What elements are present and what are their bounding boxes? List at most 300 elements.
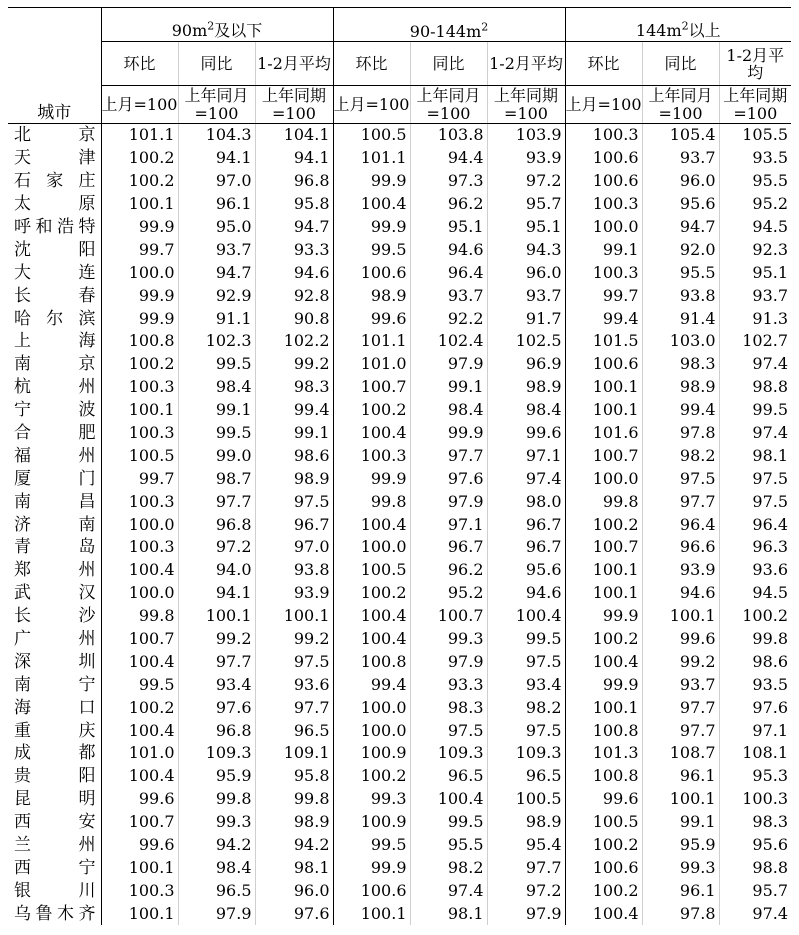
value-cell: 93.9 (487, 147, 565, 170)
city-cell: 厦门 (14, 468, 96, 489)
value-cell: 100.0 (333, 719, 410, 742)
city-cell: 合肥 (14, 423, 96, 444)
value-cell: 90.8 (255, 307, 333, 330)
value-cell: 103.8 (410, 124, 487, 147)
value-cell: 99.9 (101, 216, 178, 239)
table-row (8, 353, 791, 376)
value-cell: 100.5 (101, 444, 178, 467)
value-cell: 100.2 (101, 147, 178, 170)
value-cell: 93.7 (642, 147, 719, 170)
value-cell: 102.5 (487, 330, 565, 353)
table-body (8, 124, 791, 926)
value-cell: 100.3 (719, 788, 791, 811)
value-cell: 96.8 (178, 513, 255, 536)
value-cell: 97.7 (255, 696, 333, 719)
value-cell: 97.9 (410, 490, 487, 513)
value-cell: 93.6 (255, 673, 333, 696)
value-cell: 98.9 (255, 467, 333, 490)
city-cell: 重庆 (14, 720, 96, 741)
value-cell: 96.4 (719, 513, 791, 536)
value-cell: 99.3 (642, 857, 719, 880)
value-cell: 96.0 (642, 170, 719, 193)
value-cell: 98.9 (487, 811, 565, 834)
table-header (8, 8, 791, 124)
value-cell: 99.2 (255, 353, 333, 376)
value-cell: 96.1 (642, 879, 719, 902)
value-cell: 100.2 (101, 170, 178, 193)
value-cell: 98.9 (487, 376, 565, 399)
value-cell: 98.2 (487, 696, 565, 719)
value-cell: 95.9 (178, 765, 255, 788)
value-cell: 99.4 (642, 399, 719, 422)
value-cell: 100.1 (565, 582, 642, 605)
city-cell: 深圳 (14, 651, 96, 672)
value-cell: 99.4 (333, 673, 410, 696)
value-cell: 100.4 (565, 650, 642, 673)
value-cell: 98.3 (719, 811, 791, 834)
value-cell: 100.7 (565, 536, 642, 559)
value-cell: 100.7 (101, 811, 178, 834)
value-cell: 93.9 (255, 582, 333, 605)
value-cell: 98.3 (255, 376, 333, 399)
value-cell: 95.6 (487, 559, 565, 582)
value-cell: 100.0 (565, 467, 642, 490)
value-cell: 97.6 (255, 902, 333, 925)
value-cell: 100.1 (178, 605, 255, 628)
value-cell: 93.7 (178, 238, 255, 261)
table-row (8, 284, 791, 307)
value-cell: 95.0 (178, 216, 255, 239)
value-cell: 97.1 (487, 444, 565, 467)
value-cell: 109.3 (178, 742, 255, 765)
value-cell: 93.7 (719, 284, 791, 307)
value-cell: 98.4 (410, 399, 487, 422)
table-row (8, 559, 791, 582)
value-cell: 95.5 (642, 261, 719, 284)
metric-header: 环比 (565, 42, 642, 86)
value-cell: 100.1 (101, 399, 178, 422)
city-cell: 西安 (14, 812, 96, 833)
value-cell: 99.9 (333, 170, 410, 193)
value-cell: 96.0 (487, 261, 565, 284)
value-cell: 98.8 (719, 857, 791, 880)
value-cell: 93.7 (487, 284, 565, 307)
value-cell: 101.1 (101, 124, 178, 147)
table-row (8, 536, 791, 559)
value-cell: 94.7 (642, 216, 719, 239)
value-cell: 100.1 (565, 376, 642, 399)
value-cell: 101.0 (101, 742, 178, 765)
value-cell: 95.1 (487, 216, 565, 239)
city-cell: 杭州 (14, 377, 96, 398)
value-cell: 99.6 (642, 628, 719, 651)
table-row (8, 376, 791, 399)
value-cell: 109.3 (487, 742, 565, 765)
value-cell: 99.1 (642, 811, 719, 834)
value-cell: 99.5 (719, 399, 791, 422)
value-cell: 100.7 (101, 628, 178, 651)
value-cell: 96.5 (410, 765, 487, 788)
value-cell: 94.6 (642, 582, 719, 605)
value-cell: 100.4 (333, 193, 410, 216)
city-cell: 大连 (14, 262, 96, 283)
value-cell: 99.5 (101, 673, 178, 696)
value-cell: 100.7 (333, 376, 410, 399)
value-cell: 100.9 (333, 811, 410, 834)
value-cell: 97.7 (642, 696, 719, 719)
group-label: 90m (171, 21, 208, 40)
table-row (8, 857, 791, 880)
value-cell: 95.7 (487, 193, 565, 216)
base-header: 上月=100 (101, 86, 178, 124)
city-cell: 哈尔滨 (14, 308, 96, 329)
city-cell: 青岛 (14, 537, 96, 558)
header-base-row (8, 86, 791, 124)
city-cell: 武汉 (14, 583, 96, 604)
value-cell: 96.4 (642, 513, 719, 536)
value-cell: 100.4 (487, 605, 565, 628)
value-cell: 100.4 (101, 559, 178, 582)
city-cell: 宁波 (14, 400, 96, 421)
value-cell: 100.2 (101, 696, 178, 719)
value-cell: 95.6 (642, 193, 719, 216)
metric-header: 1-2月平均 (487, 42, 565, 86)
value-cell: 100.8 (333, 650, 410, 673)
table-row (8, 582, 791, 605)
value-cell: 100.5 (333, 124, 410, 147)
value-cell: 98.6 (719, 650, 791, 673)
group-header-90-144 (333, 8, 565, 42)
value-cell: 99.7 (101, 467, 178, 490)
value-cell: 92.3 (719, 238, 791, 261)
value-cell: 97.8 (642, 422, 719, 445)
value-cell: 99.5 (178, 353, 255, 376)
table-row (8, 650, 791, 673)
value-cell: 105.4 (642, 124, 719, 147)
city-cell: 兰州 (14, 835, 96, 856)
table-row (8, 444, 791, 467)
value-cell: 100.6 (565, 353, 642, 376)
city-cell: 南昌 (14, 491, 96, 512)
city-cell: 南宁 (14, 674, 96, 695)
group-sup: 2 (481, 20, 489, 34)
value-cell: 99.1 (565, 238, 642, 261)
value-cell: 96.1 (178, 193, 255, 216)
value-cell: 93.7 (410, 284, 487, 307)
group-sup: 2 (207, 19, 215, 33)
value-cell: 101.6 (565, 422, 642, 445)
value-cell: 97.4 (487, 467, 565, 490)
value-cell: 100.4 (101, 765, 178, 788)
table-row (8, 422, 791, 445)
value-cell: 96.7 (487, 536, 565, 559)
value-cell: 104.1 (255, 124, 333, 147)
value-cell: 100.3 (565, 193, 642, 216)
value-cell: 99.4 (565, 307, 642, 330)
value-cell: 94.4 (410, 147, 487, 170)
base-header: 上年同期=100 (487, 86, 565, 124)
base-header: 上月=100 (333, 86, 410, 124)
value-cell: 99.5 (178, 422, 255, 445)
header-group-row (8, 8, 791, 42)
value-cell: 99.5 (410, 811, 487, 834)
value-cell: 99.3 (410, 628, 487, 651)
value-cell: 95.9 (642, 834, 719, 857)
value-cell: 102.3 (178, 330, 255, 353)
value-cell: 100.0 (565, 216, 642, 239)
value-cell: 97.0 (178, 170, 255, 193)
value-cell: 99.9 (101, 284, 178, 307)
value-cell: 96.5 (178, 879, 255, 902)
city-cell: 呼和浩特 (14, 217, 96, 237)
value-cell: 98.3 (410, 696, 487, 719)
value-cell: 99.2 (642, 650, 719, 673)
value-cell: 97.7 (178, 650, 255, 673)
value-cell: 97.5 (255, 490, 333, 513)
value-cell: 100.1 (642, 788, 719, 811)
city-cell: 济南 (14, 514, 96, 535)
value-cell: 94.5 (719, 216, 791, 239)
value-cell: 99.8 (719, 628, 791, 651)
value-cell: 98.0 (487, 490, 565, 513)
value-cell: 97.7 (178, 490, 255, 513)
value-cell: 99.9 (410, 422, 487, 445)
value-cell: 100.3 (333, 444, 410, 467)
value-cell: 109.1 (255, 742, 333, 765)
value-cell: 100.5 (487, 788, 565, 811)
value-cell: 91.7 (487, 307, 565, 330)
value-cell: 100.3 (565, 261, 642, 284)
value-cell: 95.3 (719, 765, 791, 788)
value-cell: 100.0 (101, 513, 178, 536)
value-cell: 97.4 (719, 422, 791, 445)
group-header-90-below (101, 8, 333, 42)
value-cell: 100.2 (565, 879, 642, 902)
value-cell: 109.3 (410, 742, 487, 765)
group-header-144-above (565, 8, 791, 42)
value-cell: 98.4 (178, 857, 255, 880)
value-cell: 99.7 (101, 238, 178, 261)
value-cell: 100.2 (565, 628, 642, 651)
table-row (8, 170, 791, 193)
value-cell: 96.6 (642, 536, 719, 559)
value-cell: 92.9 (178, 284, 255, 307)
value-cell: 99.3 (333, 788, 410, 811)
value-cell: 99.2 (178, 628, 255, 651)
value-cell: 99.7 (565, 284, 642, 307)
base-header: 上年同期=100 (719, 86, 791, 124)
base-header: 上月=100 (565, 86, 642, 124)
value-cell: 101.5 (565, 330, 642, 353)
city-cell: 成都 (14, 743, 96, 764)
value-cell: 96.2 (410, 559, 487, 582)
value-cell: 96.8 (178, 719, 255, 742)
table-row (8, 719, 791, 742)
value-cell: 94.3 (487, 238, 565, 261)
city-cell: 乌鲁木齐 (14, 903, 96, 924)
value-cell: 98.9 (333, 284, 410, 307)
value-cell: 100.1 (565, 696, 642, 719)
value-cell: 100.4 (565, 902, 642, 925)
value-cell: 97.7 (487, 857, 565, 880)
value-cell: 100.2 (333, 399, 410, 422)
value-cell: 95.8 (255, 193, 333, 216)
value-cell: 108.1 (719, 742, 791, 765)
value-cell: 99.9 (565, 673, 642, 696)
value-cell: 99.0 (178, 444, 255, 467)
city-cell: 上海 (14, 331, 96, 352)
base-header: 上年同月=100 (410, 86, 487, 124)
value-cell: 100.0 (101, 582, 178, 605)
value-cell: 99.6 (565, 788, 642, 811)
value-cell: 99.9 (333, 216, 410, 239)
table-row (8, 467, 791, 490)
value-cell: 100.3 (565, 124, 642, 147)
city-cell: 昆明 (14, 789, 96, 810)
value-cell: 100.7 (410, 605, 487, 628)
value-cell: 94.1 (178, 582, 255, 605)
value-cell: 97.5 (487, 719, 565, 742)
value-cell: 99.1 (255, 422, 333, 445)
value-cell: 96.7 (410, 536, 487, 559)
value-cell: 100.8 (565, 719, 642, 742)
value-cell: 99.9 (101, 307, 178, 330)
value-cell: 100.8 (565, 765, 642, 788)
value-cell: 91.1 (178, 307, 255, 330)
value-cell: 98.1 (410, 902, 487, 925)
value-cell: 96.7 (487, 513, 565, 536)
table-row (8, 605, 791, 628)
value-cell: 91.3 (719, 307, 791, 330)
value-cell: 93.4 (487, 673, 565, 696)
value-cell: 100.1 (101, 193, 178, 216)
table-row (8, 834, 791, 857)
value-cell: 95.7 (719, 879, 791, 902)
metric-header: 1-2月平均 (719, 42, 791, 86)
group-sup: 2 (681, 19, 689, 33)
table-row (8, 513, 791, 536)
value-cell: 98.1 (719, 444, 791, 467)
value-cell: 103.9 (487, 124, 565, 147)
value-cell: 100.1 (101, 902, 178, 925)
value-cell: 100.2 (333, 582, 410, 605)
city-cell: 银川 (14, 880, 96, 901)
value-cell: 100.6 (565, 147, 642, 170)
group-label-suffix: 以上 (688, 21, 721, 40)
value-cell: 94.7 (178, 261, 255, 284)
city-cell: 长沙 (14, 606, 96, 627)
value-cell: 97.1 (410, 513, 487, 536)
value-cell: 97.0 (255, 536, 333, 559)
table-row (8, 490, 791, 513)
value-cell: 98.7 (178, 467, 255, 490)
value-cell: 100.3 (101, 376, 178, 399)
value-cell: 99.1 (178, 399, 255, 422)
value-cell: 96.5 (487, 765, 565, 788)
value-cell: 99.1 (410, 376, 487, 399)
value-cell: 99.2 (255, 628, 333, 651)
value-cell: 108.7 (642, 742, 719, 765)
table-row (8, 696, 791, 719)
table-row (8, 124, 791, 147)
value-cell: 99.6 (101, 788, 178, 811)
value-cell: 97.7 (410, 444, 487, 467)
value-cell: 101.1 (333, 330, 410, 353)
value-cell: 99.9 (565, 605, 642, 628)
base-header: 上年同期=100 (255, 86, 333, 124)
value-cell: 96.4 (410, 261, 487, 284)
value-cell: 98.3 (642, 353, 719, 376)
value-cell: 100.5 (333, 559, 410, 582)
value-cell: 98.9 (642, 376, 719, 399)
value-cell: 97.2 (487, 170, 565, 193)
value-cell: 95.5 (719, 170, 791, 193)
city-cell: 石家庄 (14, 171, 96, 192)
value-cell: 95.1 (719, 261, 791, 284)
value-cell: 94.5 (719, 582, 791, 605)
value-cell: 100.3 (101, 422, 178, 445)
value-cell: 94.2 (178, 834, 255, 857)
city-cell: 北京 (14, 125, 96, 146)
value-cell: 96.5 (255, 719, 333, 742)
value-cell: 100.0 (101, 261, 178, 284)
value-cell: 91.4 (642, 307, 719, 330)
value-cell: 93.5 (719, 673, 791, 696)
value-cell: 93.9 (642, 559, 719, 582)
value-cell: 99.9 (333, 857, 410, 880)
value-cell: 97.4 (719, 902, 791, 925)
value-cell: 100.9 (333, 742, 410, 765)
value-cell: 94.1 (255, 147, 333, 170)
value-cell: 92.8 (255, 284, 333, 307)
value-cell: 105.5 (719, 124, 791, 147)
metric-header: 同比 (410, 42, 487, 86)
price-index-table (8, 7, 791, 925)
table-row (8, 902, 791, 925)
value-cell: 99.8 (101, 605, 178, 628)
value-cell: 100.4 (333, 513, 410, 536)
value-cell: 97.6 (178, 696, 255, 719)
value-cell: 100.6 (333, 261, 410, 284)
value-cell: 100.1 (101, 857, 178, 880)
value-cell: 95.1 (410, 216, 487, 239)
value-cell: 97.2 (487, 879, 565, 902)
metric-header: 1-2月平均 (255, 42, 333, 86)
value-cell: 97.9 (178, 902, 255, 925)
value-cell: 93.7 (642, 673, 719, 696)
value-cell: 102.4 (410, 330, 487, 353)
value-cell: 100.2 (565, 513, 642, 536)
value-cell: 99.8 (333, 490, 410, 513)
value-cell: 98.4 (487, 399, 565, 422)
value-cell: 95.4 (487, 834, 565, 857)
value-cell: 94.6 (410, 238, 487, 261)
value-cell: 103.0 (642, 330, 719, 353)
value-cell: 94.1 (178, 147, 255, 170)
value-cell: 92.2 (410, 307, 487, 330)
value-cell: 93.8 (642, 284, 719, 307)
value-cell: 99.6 (333, 307, 410, 330)
value-cell: 100.4 (333, 422, 410, 445)
value-cell: 97.4 (410, 879, 487, 902)
value-cell: 97.5 (719, 490, 791, 513)
table-row (8, 330, 791, 353)
value-cell: 97.6 (719, 696, 791, 719)
value-cell: 94.7 (255, 216, 333, 239)
value-cell: 98.9 (255, 811, 333, 834)
value-cell: 97.5 (719, 467, 791, 490)
value-cell: 100.1 (565, 559, 642, 582)
